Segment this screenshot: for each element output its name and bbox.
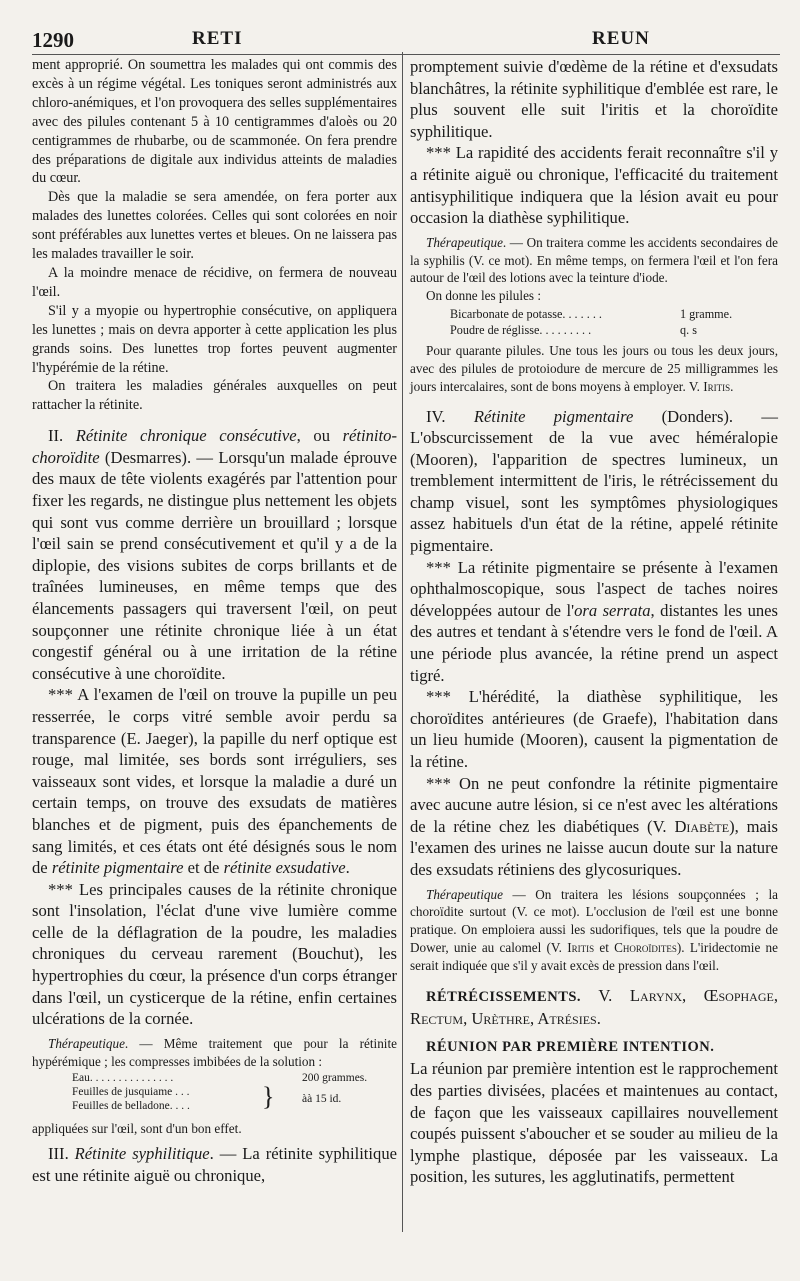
section-text: (Donders). — L'obscurcissement de la vue avec héméralopie (Mooren), l'apparition de spectres lumineux, un tremblement intermittent de l'iris, le rétrécissement du champ visuel, sont les symptômes physiologiques assez habituels d'un état de la rétine, appelé rétinite pigmentaire. <box>410 406 778 556</box>
paragraph: La réunion par première intention est le rapprochement des parties divisées, placées et maintenues au contact, de façon que les vaisseaux capillaires nouvellement coupés puissent s'aboucher et se souder au milieu de la lymphe plastique, déposée par les vaisseaux. La position, les sutures, les agglutinatifs, permettent <box>410 1059 778 1187</box>
section-iv <box>410 406 778 557</box>
paragraph: Dès que la maladie se sera amendée, on fera porter aux malades des lunettes colorées. Celles qui sont colorées en noir sont préférables aux lunettes vertes et bleues. On ne laissera pas les malades travailler le soir. <box>32 189 397 263</box>
prescription-qty: 200 grammes. <box>302 1072 368 1085</box>
text-run: , distantes les unes des autres et tendant à s'étendre vers le fond de l'œil. A une période plus avancée, la rétine prend un aspect tigré. <box>410 600 778 685</box>
paragraph <box>410 342 778 395</box>
paragraph: *** L'hérédité, la diathèse syphilitique, les choroïdites antérieures (de Graefe), l'habitation dans un lieu humide (Mooren), causent la pigmentation de la rétine. <box>410 687 778 772</box>
text-run: ). L'iridectomie ne serait indiquée que s'il y avait excès de pression dans l'œil. <box>410 939 778 973</box>
text-run: *** A l'examen de l'œil on trouve la pupille un peu resserrée, le corps vitré semble avoir perdu sa transparence (E. Jaeger), la papille du nerf optique est rouge, mal limitée, ses bords sont irréguliers, ses vaisseaux sont vides, et lorsque la maladie a duré un certain temps, on trouve des exsudats de matières blanches et de pigment, puis des épanchements de sang limités, et ces états ont été désignés sous le nom de <box>32 685 397 878</box>
text-run: — On traitera les lésions soupçonnées ; la choroïdite surtout (V. ce mot). L'occlusion de l'œil est une bonne pratique. On emploiera aussi les sudorifiques, tels que la poudre de Dower, unie au calomel (V. <box>410 886 778 955</box>
paragraph <box>410 773 778 881</box>
italic-term: rétinite exsudative <box>223 858 346 878</box>
text-run: . — On traitera comme les accidents secondaires de la syphilis (V. ce mot). En même temps, on fermera l'œil et l'on fera autour de l'œil des lotions avec la teinture d'iode. <box>410 234 778 286</box>
section-title: Rétinite pigmentaire <box>473 406 634 426</box>
prescription-qty: q. s <box>680 322 697 337</box>
therapeutique-label: Thérapeutique <box>48 1035 125 1051</box>
left-column <box>32 56 397 1186</box>
prescription-item: Poudre de réglisse. . . . . . . . . <box>450 322 592 337</box>
cross-reference: Diabète <box>674 816 730 836</box>
paragraph: promptement suivie d'œdème de la rétine et d'exsudats blanchâtres, la rétinite syphilitique d'emblée est rare, le plus souvent elle suit l'iritis et la choroïdite syphilitique. <box>410 57 778 141</box>
text-run: Pour quarante pilules. Une tous les jours ou tous les deux jours, avec des pilules de protoiodure de mercure de 25 milligrammes les jours intercalaires, sont de bons moyens à employer. V. <box>410 343 778 394</box>
text-run: ), mais l'examen des urines ne laisse aucun doute sur la nature des exsudats rétiniens des glycosuriques. <box>410 816 778 879</box>
paragraph: appliquées sur l'œil, sont d'un bon effet. <box>32 1121 242 1137</box>
italic-term: rétinite pigmentaire <box>51 858 184 878</box>
entry-retrecissements <box>410 985 778 1030</box>
therapeutique-paragraph <box>410 886 778 975</box>
page-header <box>32 28 784 54</box>
text-run: . — Même traitement que pour la rétinite hypérémique ; les compresses imbibées de la solution : <box>32 1035 397 1069</box>
therapeutique-paragraph <box>410 234 778 287</box>
text-run: . <box>345 858 350 878</box>
prescription-item: Eau. . . . . . . . . . . . . . . <box>72 1072 174 1085</box>
text-run: , ou <box>296 426 343 446</box>
brace: } <box>262 1082 275 1112</box>
right-column <box>410 56 778 1188</box>
column-divider <box>402 52 403 1232</box>
section-ii <box>32 425 397 684</box>
prescription <box>450 307 778 338</box>
text-run: . <box>730 378 734 394</box>
paragraph: ment approprié. On soumettra les malades qui ont commis des excès à un régime végétal. Les toniques seront administrés aux chloro-anémiques, et l'on provoquera des selles supplémentaires avec des pilules contenant 5 à 10 centigrammes d'aloès ou 20 centigrammes de rhubarbe, ou de scammonée. On fera prendre des préparations de digitale aux individus atteints de maladies du cœur. <box>32 57 397 187</box>
therapeutique-label: Thérapeutique <box>426 234 503 250</box>
text-run: . <box>596 1009 601 1029</box>
text-run: et de <box>183 858 224 878</box>
therapeutique-label: Thérapeutique <box>426 886 503 902</box>
section-alt-title: rétinito-choroïdite <box>32 426 397 467</box>
section-text: . — La rétinite syphilitique est une rétinite aiguë ou chronique, <box>32 1144 397 1185</box>
section-title: Rétinite syphilitique <box>74 1144 210 1164</box>
prescription <box>72 1072 397 1116</box>
paragraph <box>32 684 397 878</box>
section-text: (Desmarres). — Lorsqu'un malade éprouve des maux de tête violents exagérés par l'attention pour fixer les regards, ne distingue plus nettement les objets qui sont vus comme derrière un brouillard ; lorsque l'œil sain se prend consécutivement et qu'il y a de la diplopie, des visions subites de corps brillants et de traînées lumineuses, en même temps que des élancements passagers qui traversent l'œil, on peut soupçonner une rétinite chronique liée à un état congestif général ou à une irritation de la rétine consécutive à une choroïdite. <box>32 447 397 683</box>
paragraph: *** Les principales causes de la rétinite chronique sont l'insolation, l'éclat d'une vive lumière comme celle de la déflagration de la poudre, les maladies chroniques du cerveau rarement (Bouchut), les hypertrophies du cœur, la présence d'un corps étranger dans l'œil, un cysticerque de la rétine, enfin certaines ulcérations de la cornée. <box>32 879 397 1029</box>
prescription-item: Bicarbonate de potasse. . . . . . . <box>450 306 602 321</box>
prescription-item: Feuilles de jusquiame . . . <box>72 1086 190 1099</box>
entry-heading: RÉTRÉCISSEMENTS. <box>426 988 582 1005</box>
prescription-item: Feuilles de belladone. . . . <box>72 1100 190 1113</box>
cross-reference: Choroïdites <box>614 939 677 955</box>
paragraph: *** La rapidité des accidents ferait reconnaître s'il y a rétinite aiguë ou chronique, l'efficacité du traitement antisyphilitique indiquera que la lésion avait eu pour occasion la diathèse syphilitique. <box>410 143 778 228</box>
paragraph: On traitera les maladies générales auxquelles on peut rattacher la rétinite. <box>32 378 397 414</box>
text-run: *** On ne peut confondre la rétinite pigmentaire avec aucune autre lésion, si ce n'est avec les altérations de la rétine chez les diabétiques (V. <box>410 773 778 836</box>
cross-reference: Iritis <box>567 939 595 955</box>
section-number: IV. <box>426 406 474 426</box>
text-run: V. <box>581 985 630 1005</box>
paragraph: S'il y a myopie ou hypertrophie consécutive, on appliquera les lunettes ; mais on devra apporter à cette application les plus grands soins. Des lunettes trop fortes peuvent augmenter l'hypérémie de la rétine. <box>32 302 397 376</box>
text-run: *** La rétinite pigmentaire se présente à l'examen ophthalmoscopique, sous l'aspect de taches noires développées autour de l' <box>410 557 778 620</box>
section-title: Rétinite chronique consécutive <box>75 426 297 446</box>
header-rule <box>32 54 780 55</box>
paragraph <box>410 557 778 687</box>
section-number: III. <box>48 1144 75 1164</box>
text-run: et <box>594 939 615 955</box>
entry-reunion <box>410 1035 778 1059</box>
cross-reference: Larynx, Œsophage, Rectum, Urèthre, Atrésies <box>410 985 778 1029</box>
prescription-qty: 1 gramme. <box>680 306 733 321</box>
right-running-head: REUN <box>592 28 650 49</box>
entry-heading: RÉUNION PAR PREMIÈRE INTENTION. <box>426 1038 715 1055</box>
left-running-head: RETI <box>192 28 243 49</box>
page-number: 1290 <box>32 28 74 52</box>
therapeutique-paragraph <box>32 1035 397 1071</box>
paragraph: On donne les pilules : <box>426 288 542 304</box>
prescription-qty: àà 15 id. <box>302 1093 342 1106</box>
cross-reference: Iritis <box>703 378 731 394</box>
section-iii <box>32 1143 397 1186</box>
italic-term: ora serrata <box>574 600 651 620</box>
paragraph: A la moindre menace de récidive, on fermera de nouveau l'œil. <box>32 264 397 300</box>
section-number: II. <box>48 426 76 446</box>
